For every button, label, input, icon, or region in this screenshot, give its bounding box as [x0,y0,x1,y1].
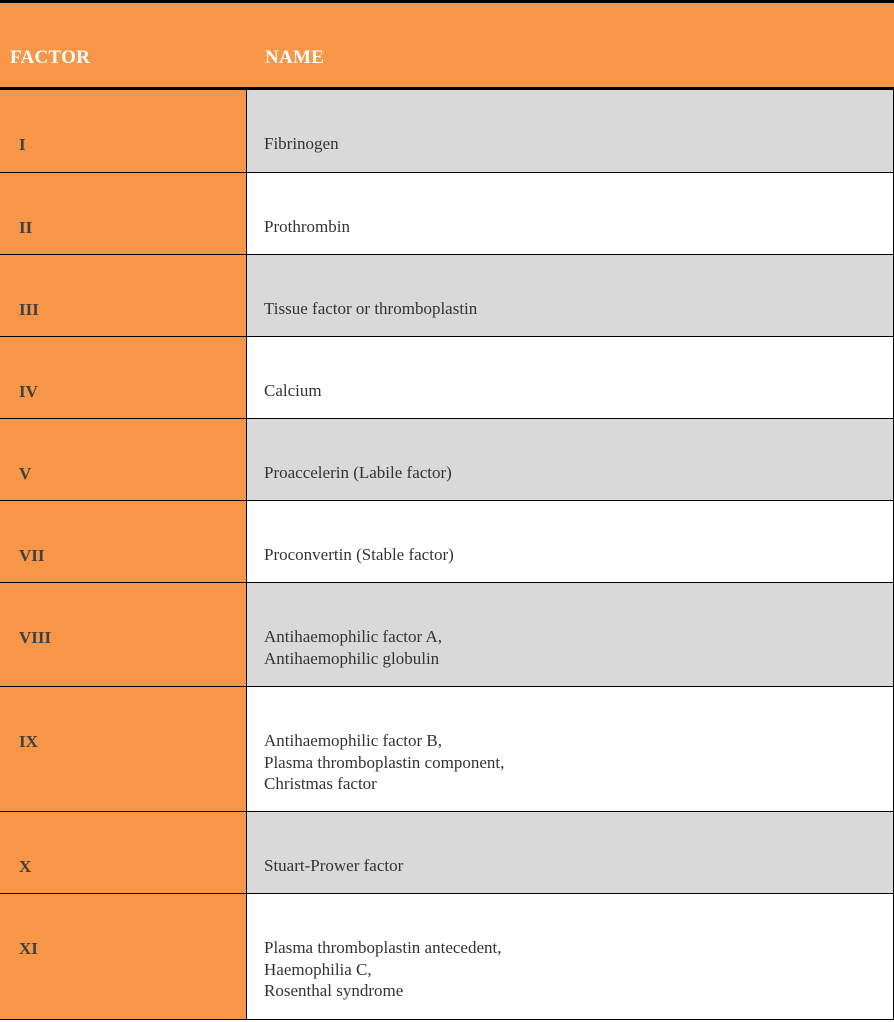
table-row [0,173,894,255]
name-line: Fibrinogen [264,134,339,153]
factor-cell [0,894,247,1019]
factor-label: III [19,300,39,319]
factor-cell [0,687,247,811]
name-cell [247,90,894,172]
name-line: Proaccelerin (Labile factor) [264,463,452,482]
factor-label: VIII [19,628,52,647]
factor-label: V [19,464,32,483]
name-line: Calcium [264,381,322,400]
name-cell [247,173,894,254]
name-cell [247,687,894,811]
header-factor: FACTOR [10,47,91,68]
name-cell [247,501,894,582]
name-line: Plasma thromboplastin component, [264,752,505,772]
name-cell [247,812,894,893]
name-line: Antihaemophilic globulin [264,648,440,668]
name-line: Rosenthal syndrome [264,981,404,1000]
name-cell [247,419,894,500]
header-name: NAME [265,47,325,68]
name-line: Haemophilia C, [264,959,372,979]
table-row [0,501,894,583]
table-row [0,812,894,894]
clotting-factors-table [0,3,894,1020]
name-line: Plasma thromboplastin antecedent, [264,938,502,957]
factor-label: IV [19,382,38,401]
factor-label: X [19,857,32,876]
factor-cell [0,90,247,172]
factor-cell [0,173,247,254]
table-row [0,419,894,501]
name-line: Proconvertin (Stable factor) [264,545,454,564]
table-row [0,687,894,812]
factor-cell [0,419,247,500]
name-cell [247,255,894,336]
factor-label: XI [19,939,38,958]
table-header [0,3,894,90]
factor-label: VII [19,546,45,565]
name-line: Prothrombin [264,217,350,236]
factor-label: II [19,218,33,237]
name-cell [247,894,894,1019]
factor-label: I [19,135,26,154]
factor-cell [0,501,247,582]
name-line: Stuart-Prower factor [264,856,404,875]
table-row [0,894,894,1020]
name-line: Antihaemophilic factor B, [264,731,442,750]
name-line: Tissue factor or thromboplastin [264,299,478,318]
name-cell [247,583,894,686]
factor-cell [0,255,247,336]
name-line: Christmas factor [264,774,377,793]
table-row [0,90,894,173]
name-cell [247,337,894,418]
factor-cell [0,337,247,418]
factor-label: IX [19,732,38,751]
name-line: Antihaemophilic factor A, [264,627,442,646]
factor-cell [0,583,247,686]
table-row [0,337,894,419]
table-row [0,255,894,337]
table-row [0,583,894,687]
factor-cell [0,812,247,893]
